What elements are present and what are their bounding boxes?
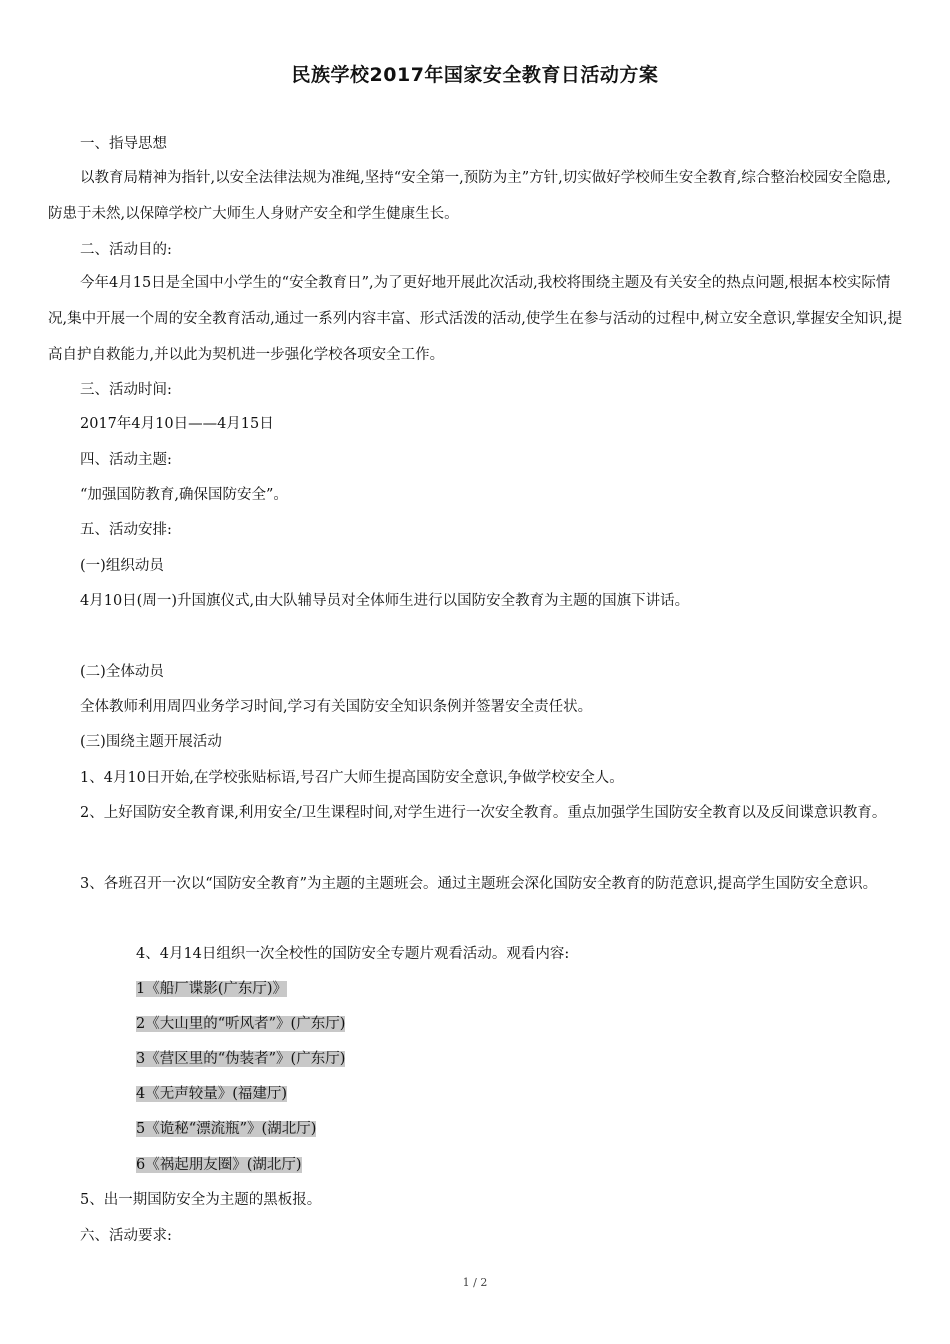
- list-item-text: 2、上好国防安全教育课,利用安全/卫生课程时间,对学生进行一次安全教育。重点加强学生国防安全教育以及反间谍意识教育。: [80, 805, 887, 821]
- list-item-text: 3、各班召开一次以“国防安全教育”为主题的主题班会。通过主题班会深化国防安全教育的防范意识,提高学生国防安全意识。: [80, 876, 878, 892]
- document-title: 民族学校2017年国家安全教育日活动方案: [291, 64, 659, 86]
- film-item: [136, 979, 287, 999]
- list-item: [48, 795, 904, 831]
- film-item: [136, 1155, 302, 1175]
- film-item: [136, 1119, 316, 1139]
- section-heading-purpose: 二、活动目的:: [80, 242, 172, 258]
- film-item-text: 3《营区里的“伪装者”》(广东厅): [136, 1051, 346, 1067]
- paragraph-guiding-idea-text: 以教育局精神为指针,以安全法律法规为准绳,坚持“安全第一,预防为主”方针,切实做好学校师生安全教育,综合整治校园安全隐患,防患于未然,以保障学校广大师生人身财产安全和学生健康生长。: [48, 170, 891, 222]
- list-item: 5、出一期国防安全为主题的黑板报。: [80, 1192, 322, 1208]
- paragraph-purpose: [48, 265, 904, 373]
- paragraph-purpose-text: 今年4月15日是全国中小学生的“安全教育日”,为了更好地开展此次活动,我校将围绕主题及有关安全的热点问题,根据本校实际情况,集中开展一个周的安全教育活动,通过一系列内容丰富、形式活泼的活动,使学生在参与活动的过程中,树立安全意识,掌握安全知识,提高自护自救能力,并以此为契机进一步强化学校各项安全工作。: [48, 275, 903, 363]
- mobilization-text: 4月10日(周一)升国旗仪式,由大队辅导员对全体师生进行以国防安全教育为主题的国旗下讲话。: [80, 593, 690, 609]
- all-staff-text: 全体教师利用周四业务学习时间,学习有关国防安全知识条例并签署安全责任状。: [80, 699, 593, 715]
- film-item-text: 4《无声较量》(福建厅): [136, 1086, 288, 1102]
- subheading-all-staff: (二)全体动员: [80, 664, 164, 680]
- list-item: 4、4月14日组织一次全校性的国防安全专题片观看活动。观看内容:: [136, 946, 570, 962]
- list-item: 1、4月10日开始,在学校张贴标语,号召广大师生提高国防安全意识,争做学校安全人。: [80, 770, 624, 786]
- film-item-text: 2《大山里的“听风者”》(广东厅): [136, 1016, 346, 1032]
- section-heading-theme: 四、活动主题:: [80, 452, 172, 468]
- film-item: [136, 1049, 345, 1069]
- list-item: [48, 866, 904, 902]
- page-number: 1 / 2: [462, 1276, 488, 1289]
- activity-time: 2017年4月10日——4月15日: [80, 416, 274, 432]
- section-heading-time: 三、活动时间:: [80, 382, 172, 398]
- subheading-mobilization: (一)组织动员: [80, 558, 164, 574]
- activity-theme: “加强国防教育,确保国防安全”。: [80, 487, 288, 503]
- film-item-text: 1《船厂谍影(广东厅)》: [136, 981, 288, 997]
- section-heading-arrangement: 五、活动安排:: [80, 522, 172, 538]
- section-heading-guiding-idea: 一、指导思想: [80, 136, 167, 152]
- film-item-text: 5《诡秘“漂流瓶”》(湖北厅): [136, 1121, 317, 1137]
- film-item-text: 6《祸起朋友圈》(湖北厅): [136, 1157, 302, 1173]
- paragraph-guiding-idea: [48, 160, 904, 232]
- section-heading-requirements: 六、活动要求:: [80, 1228, 172, 1244]
- subheading-activities: (三)围绕主题开展活动: [80, 734, 222, 750]
- film-item: [136, 1014, 345, 1034]
- film-item: [136, 1084, 287, 1104]
